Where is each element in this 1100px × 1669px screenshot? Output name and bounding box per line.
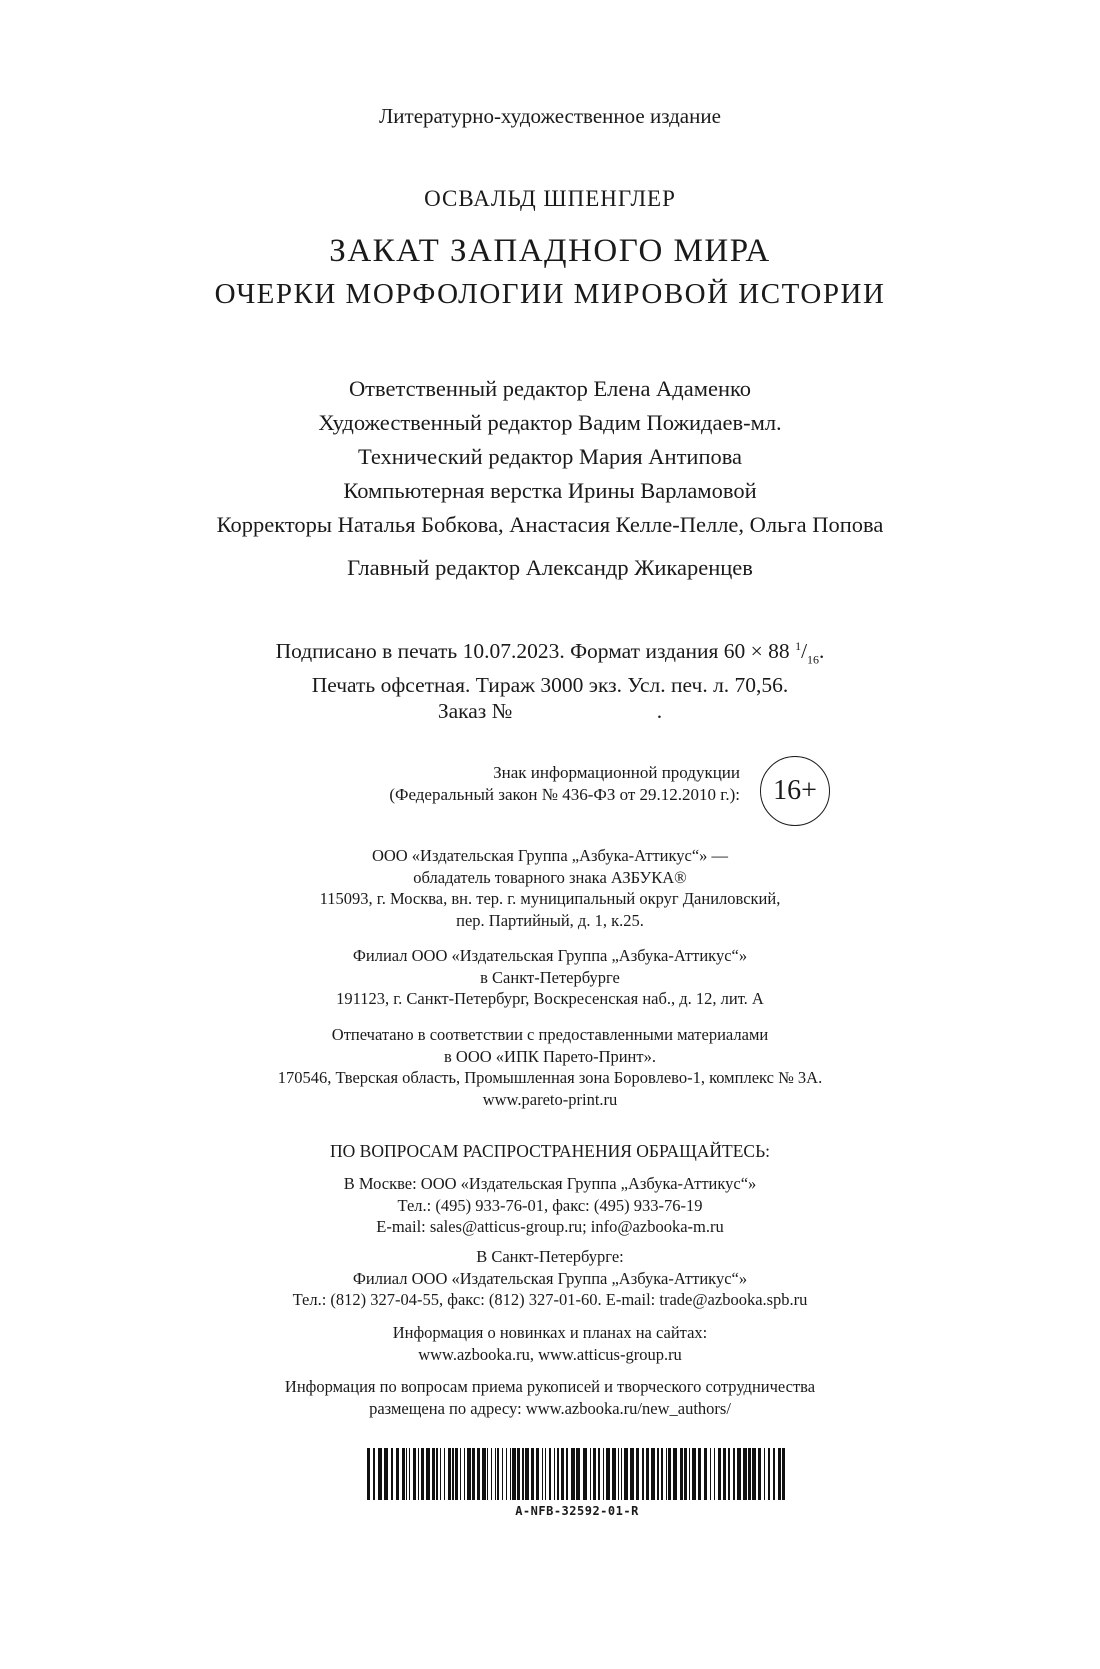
credits-list <box>0 372 1100 542</box>
edition-type: Литературно-художественное издание <box>379 104 721 128</box>
distribution-moscow <box>0 1173 1100 1238</box>
barcode-caption: A-NFB-32592-01-R <box>515 1504 639 1518</box>
order-line <box>0 698 1100 724</box>
news-websites: www.azbooka.ru, www.atticus-group.ru <box>418 1344 682 1364</box>
spb-line: В Санкт-Петербурге: <box>476 1247 624 1266</box>
print-info <box>0 633 1100 724</box>
publisher-line: пер. Партийный, д. 1, к.25. <box>456 910 644 930</box>
print-format-text: Подписано в печать 10.07.2023. Формат издания 60 × 88 <box>275 639 796 664</box>
age-rating-label-line: Знак информационной продукции <box>493 763 740 782</box>
distribution-heading: ПО ВОПРОСАМ РАСПРОСТРАНЕНИЯ ОБРАЩАЙТЕСЬ: <box>330 1141 770 1161</box>
publisher-line: ООО «Издательская Группа „Азбука-Аттикус“» — <box>371 846 729 865</box>
fraction-slash: / <box>801 639 808 664</box>
age-rating-block <box>0 756 1100 826</box>
branch-line: в Санкт-Петербурге <box>480 967 620 987</box>
moscow-email: E-mail: sales@atticus-group.ru; info@azbooka-m.ru <box>376 1217 724 1236</box>
print-format-line <box>0 633 1100 672</box>
credit-line: Технический редактор Мария Антипова <box>357 444 743 469</box>
print-format-suffix: . <box>819 639 825 664</box>
publisher-line: 115093, г. Москва, вн. тер. г. муниципальный округ Даниловский, <box>319 889 781 908</box>
age-rating-badge: 16+ <box>760 756 830 826</box>
order-suffix: . <box>656 699 663 724</box>
credit-line: Ответственный редактор Елена Адаменко <box>348 376 752 401</box>
publisher-line: обладатель товарного знака АЗБУКА® <box>413 867 687 887</box>
printer-line: 170546, Тверская область, Промышленная зона Боровлево-1, комплекс № 3А. <box>277 1068 823 1087</box>
print-run-line: Печать офсетная. Тираж 3000 экз. Усл. печ. л. 70,56. <box>311 673 789 698</box>
distribution-spb <box>0 1246 1100 1311</box>
printer-line: в ООО «ИПК Парето-Принт». <box>444 1046 656 1066</box>
age-rating-label <box>300 762 740 806</box>
manuscripts-address: размещена по адресу: www.azbooka.ru/new_authors/ <box>369 1398 731 1418</box>
printer-line: Отпечатано в соответствии с предоставленными материалами <box>331 1025 769 1044</box>
fraction-numerator: 1 <box>795 639 802 653</box>
book-title: ЗАКАТ ЗАПАДНОГО МИРА <box>329 233 771 269</box>
book-subtitle: ОЧЕРКИ МОРФОЛОГИИ МИРОВОЙ ИСТОРИИ <box>214 278 886 310</box>
credit-line: Корректоры Наталья Бобкова, Анастасия Келле-Пелле, Ольга Попова <box>216 512 884 537</box>
credit-line: Художественный редактор Вадим Пожидаев-мл. <box>318 410 782 435</box>
news-line: Информация о новинках и планах на сайтах: <box>392 1323 708 1342</box>
spb-line: Филиал ООО «Издательская Группа „Азбука-Аттикус“» <box>352 1268 748 1288</box>
author-name: ОСВАЛЬД ШПЕНГЛЕР <box>424 186 676 211</box>
age-rating-law-line: (Федеральный закон № 436-ФЗ от 29.12.2010 г.): <box>389 785 740 804</box>
branch-line: Филиал ООО «Издательская Группа „Азбука-Аттикус“» <box>352 946 748 965</box>
printer-info <box>0 1024 1100 1110</box>
branch-info <box>0 945 1100 1010</box>
credit-line: Компьютерная верстка Ирины Варламовой <box>343 478 757 503</box>
news-info <box>0 1322 1100 1365</box>
spb-contacts: Тел.: (812) 327-04-55, факс: (812) 327-01-60. E-mail: trade@azbooka.spb.ru <box>292 1290 808 1309</box>
printer-website: www.pareto-print.ru <box>482 1089 618 1109</box>
branch-line: 191123, г. Санкт-Петербург, Воскресенская наб., д. 12, лит. А <box>336 989 764 1008</box>
chief-editor: Главный редактор Александр Жикаренцев <box>347 555 753 580</box>
moscow-phone: Тел.: (495) 933-76-01, факс: (495) 933-76-19 <box>397 1195 703 1215</box>
manuscripts-line: Информация по вопросам приема рукописей и творческого сотрудничества <box>284 1377 816 1396</box>
manuscripts-info <box>0 1376 1100 1419</box>
barcode-icon <box>367 1448 787 1500</box>
fraction-denominator: 16 <box>807 652 820 667</box>
order-label: Заказ № <box>437 699 513 724</box>
publisher-info <box>0 845 1100 931</box>
moscow-line: В Москве: ООО «Издательская Группа „Азбука-Аттикус“» <box>343 1174 757 1193</box>
barcode <box>367 1448 787 1528</box>
